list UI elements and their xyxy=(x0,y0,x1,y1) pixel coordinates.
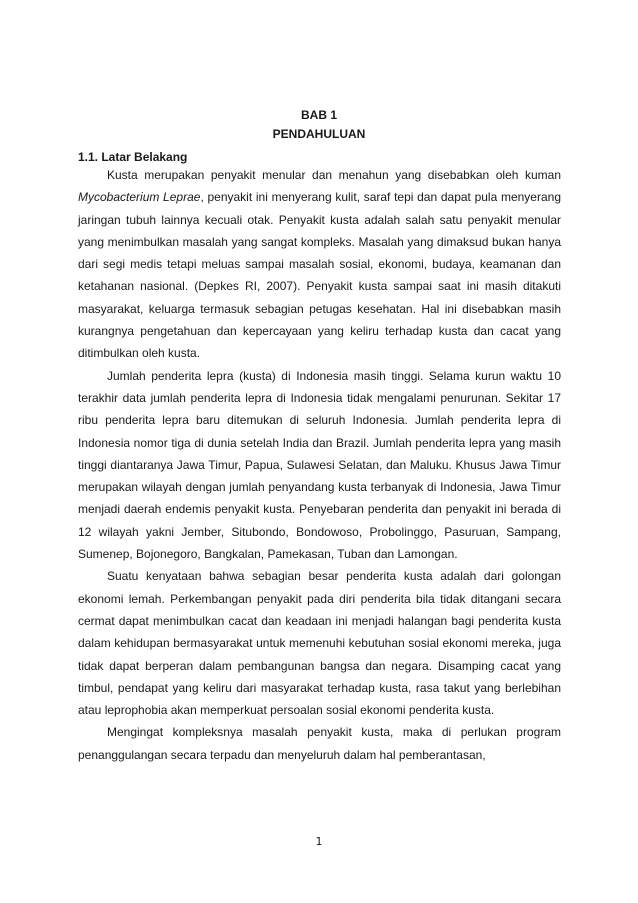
chapter-label: BAB 1 xyxy=(300,108,337,122)
paragraph-2: Jumlah penderita lepra (kusta) di Indonesia masih tinggi. Selama kurun waktu 10 terakhir data jumlah penderita lepra di Indonesia tidak mengalami penurunan. Sekitar 17 ribu penderita lepra baru ditemukan di seluruh Indonesia. Jumlah penderita lepra di Indonesia nomor tiga di dunia setelah India dan Brazil. Jumlah penderita lepra yang masih tinggi diantaranya Jawa Timur, Papua, Sulawesi Selatan, dan Maluku. Khusus Jawa Timur merupakan wilayah dengan jumlah penyandang kusta terbanyak di Indonesia, Jawa Timur menjadi daerah endemis penyakit kusta. Penyebaran penderita dan penyakit ini berada di 12 wilayah yakni Jember, Situbondo, Bondowoso, Probolinggo, Pasuruan, Sampang, Sumenep, Bojonegoro, Bangkalan, Pamekasan, Tuban dan Lamongan. xyxy=(78,368,561,562)
page-number: 1 xyxy=(315,835,323,848)
body-text xyxy=(78,164,561,766)
section-heading: 1.1. Latar Belakang xyxy=(78,150,188,164)
paragraph-1-before: Kusta merupakan penyakit menular dan menahun yang disebabkan oleh kuman xyxy=(107,168,561,182)
paragraph-3: Suatu kenyataan bahwa sebagian besar penderita kusta adalah dari golongan ekonomi lemah. Perkembangan penyakit pada diri penderita bila tidak ditangani secara cermat dapat menimbulkan cacat dan keadaan ini menjadi halangan bagi penderita kusta dalam kehidupan bermasyarakat untuk memenuhi kebutuhan sosial ekonomi mereka, juga tidak dapat berperan dalam pembangunan bangsa dan negara. Disamping cacat yang timbul, pendapat yang keliru dari masyarakat terhadap kusta, rasa takut yang berlebihan atau leprophobia akan memperkuat persoalan sosial ekonomi penderita kusta. xyxy=(78,569,561,718)
chapter-title: PENDAHULUAN xyxy=(272,127,366,141)
paragraph-1-after: , penyakit ini menyerang kulit, saraf tepi dan dapat pula menyerang jaringan tubuh lainnya kecuali otak. Penyakit kusta adalah salah satu penyakit menular yang menimbulkan masalah yang sangat kompleks. Masalah yang dimaksud bukan hanya dari segi medis tetapi meluas sampai masalah sosial, ekonomi, budaya, keamanan dan ketahanan nasional. (Depkes RI, 2007). Penyakit kusta sampai saat ini masih ditakuti masyarakat, keluarga termasuk sebagian petugas kesehatan. Hal ini disebabkan masih kurangnya pengetahuan dan kepercayaan yang keliru terhadap kusta dan cacat yang ditimbulkan oleh kusta. xyxy=(78,190,561,361)
paragraph-1-italic-term: Mycobacterium Leprae xyxy=(78,190,201,205)
paragraph-1 xyxy=(78,164,561,365)
paragraph-4: Mengingat kompleksnya masalah penyakit kusta, maka di perlukan program penanggulangan secara terpadu dan menyeluruh dalam hal pemberantasan, xyxy=(78,725,561,762)
